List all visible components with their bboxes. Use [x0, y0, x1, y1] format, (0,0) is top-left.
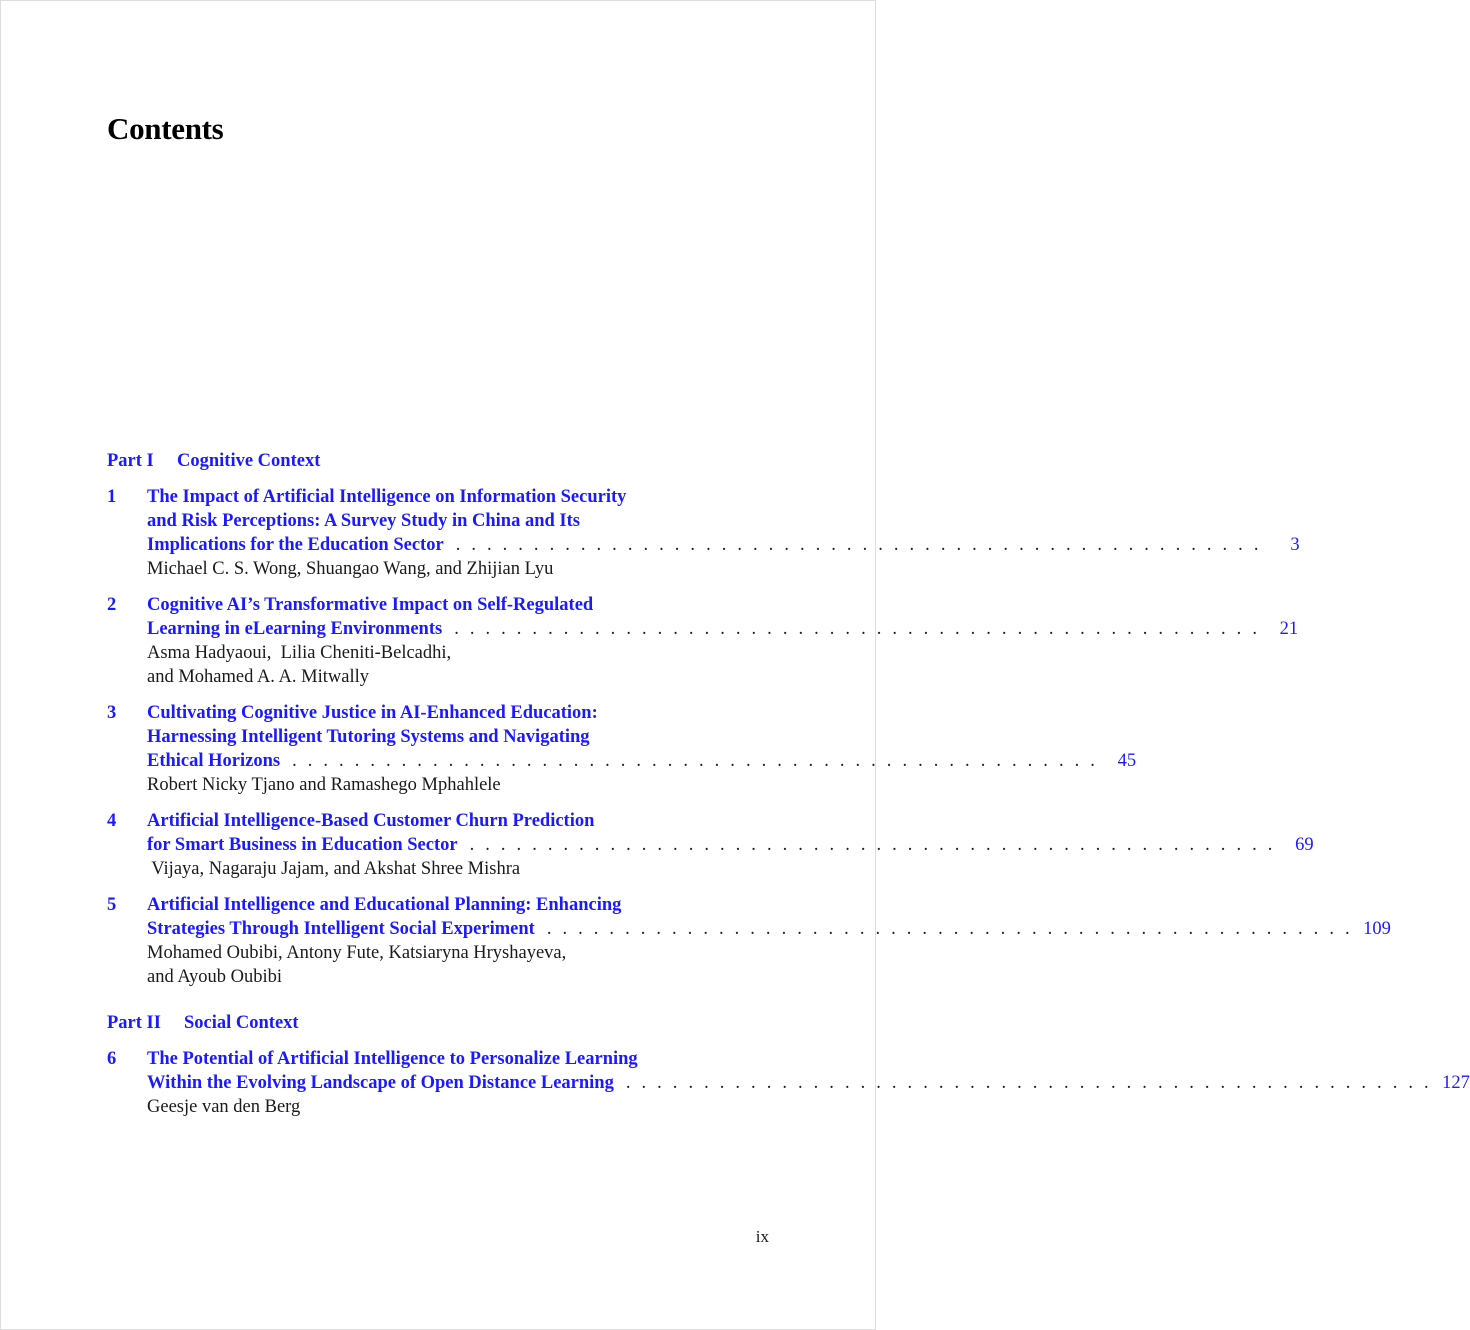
dot-leader: . . . . . . . . . . . . . . . . . . . . . . . . . . . . . . . . . . . . . . . . . . . . . . . . . . . .: [625, 1073, 1432, 1093]
chapter-title-line[interactable]: Cultivating Cognitive Justice in AI-Enhanced Education:: [147, 703, 598, 723]
chapter-authors: [147, 557, 771, 581]
dot-leader: . . . . . . . . . . . . . . . . . . . . . . . . . . . . . . . . . . . . . . . . . . . . . . . . . . . .: [455, 535, 1262, 555]
chapter-title-line[interactable]: and Risk Perceptions: A Survey Study in China and Its: [147, 511, 580, 531]
chapter-authors: [147, 857, 771, 881]
part-heading-2[interactable]: [107, 1011, 771, 1035]
part-title: Cognitive Context: [177, 451, 321, 471]
toc-entry[interactable]: [107, 809, 1314, 881]
chapter-number: 1: [107, 487, 117, 507]
chapter-title-line[interactable]: Within the Evolving Landscape of Open Distance Learning: [147, 1073, 614, 1093]
chapter-title-line[interactable]: Cognitive AI’s Transformative Impact on Self-Regulated: [147, 595, 594, 615]
author-line: Vijaya, Nagaraju Jajam, and Akshat Shree Mishra: [147, 859, 521, 879]
toc-entry[interactable]: [107, 701, 1137, 797]
toc-entry[interactable]: [107, 893, 1391, 989]
chapter-title-line[interactable]: Artificial Intelligence and Educational Planning: Enhancing: [147, 895, 622, 915]
chapter-title-last-line[interactable]: [147, 533, 1300, 557]
author-line: Michael C. S. Wong, Shuangao Wang, and Zhijian Lyu: [147, 559, 554, 579]
part-heading-1[interactable]: [107, 449, 771, 473]
author-line: Asma Hadyaoui, Lilia Cheniti-Belcadhi,: [147, 643, 452, 663]
toc-entry[interactable]: [107, 485, 1300, 581]
chapter-title-line[interactable]: Implications for the Education Sector: [147, 535, 444, 555]
toc-entry[interactable]: [107, 1047, 1470, 1119]
page-number[interactable]: 127: [1442, 1073, 1470, 1093]
author-line: and Ayoub Oubibi: [147, 967, 282, 987]
part-label: Part I: [107, 451, 154, 471]
chapter-authors: [147, 1095, 771, 1119]
chapter-authors: [147, 941, 771, 989]
chapter-number: 4: [107, 811, 117, 831]
author-line: Mohamed Oubibi, Antony Fute, Katsiaryna Hryshayeva,: [147, 943, 567, 963]
chapter-number: 6: [107, 1049, 117, 1069]
page-number[interactable]: 109: [1363, 919, 1391, 939]
chapter-number: 2: [107, 595, 117, 615]
dot-leader: . . . . . . . . . . . . . . . . . . . . . . . . . . . . . . . . . . . . . . . . . . . . . . . . . . . .: [292, 751, 1099, 771]
chapter-title-last-line[interactable]: [147, 749, 1137, 773]
page-number[interactable]: 3: [1290, 535, 1300, 555]
page-number[interactable]: 45: [1117, 751, 1137, 771]
part-title: Social Context: [184, 1013, 299, 1033]
dot-leader: . . . . . . . . . . . . . . . . . . . . . . . . . . . . . . . . . . . . . . . . . . . . . . . . . . . .: [454, 619, 1261, 639]
chapter-title-line[interactable]: Ethical Horizons: [147, 751, 281, 771]
chapter-number: 5: [107, 895, 117, 915]
chapter-title-last-line[interactable]: [147, 917, 1391, 941]
chapter-title-last-line[interactable]: [147, 617, 1299, 641]
author-line: Geesje van den Berg: [147, 1097, 301, 1117]
chapter-title-last-line[interactable]: [147, 1071, 1470, 1095]
page-number[interactable]: 21: [1279, 619, 1299, 639]
chapter-title-line[interactable]: Harnessing Intelligent Tutoring Systems and Navigating: [147, 727, 590, 747]
page-number[interactable]: 69: [1295, 835, 1314, 855]
chapter-title-line[interactable]: The Potential of Artificial Intelligence to Personalize Learning: [147, 1049, 638, 1069]
chapter-title-last-line[interactable]: [147, 833, 1314, 857]
page-title: Contents: [107, 111, 224, 146]
chapter-title-line[interactable]: The Impact of Artificial Intelligence on Information Security: [147, 487, 627, 507]
page-folio: ix: [755, 1227, 769, 1246]
chapter-title-line[interactable]: for Smart Business in Education Sector: [147, 835, 458, 855]
chapter-title-line[interactable]: Artificial Intelligence-Based Customer Churn Prediction: [147, 811, 595, 831]
chapter-authors: [147, 773, 771, 797]
part-label: Part II: [107, 1013, 161, 1033]
chapter-authors: [147, 641, 771, 689]
toc-entry[interactable]: [107, 593, 1299, 689]
chapter-title-line[interactable]: Strategies Through Intelligent Social Experiment: [147, 919, 535, 939]
table-of-contents: [107, 449, 1470, 1119]
author-line: and Mohamed A. A. Mitwally: [147, 667, 369, 687]
author-line: Robert Nicky Tjano and Ramashego Mphahlele: [147, 775, 501, 795]
chapter-number: 3: [107, 703, 117, 723]
chapter-title-line[interactable]: Learning in eLearning Environments: [147, 619, 443, 639]
dot-leader: . . . . . . . . . . . . . . . . . . . . . . . . . . . . . . . . . . . . . . . . . . . . . . . . . . . .: [546, 919, 1353, 939]
dot-leader: . . . . . . . . . . . . . . . . . . . . . . . . . . . . . . . . . . . . . . . . . . . . . . . . . . . .: [469, 835, 1276, 855]
